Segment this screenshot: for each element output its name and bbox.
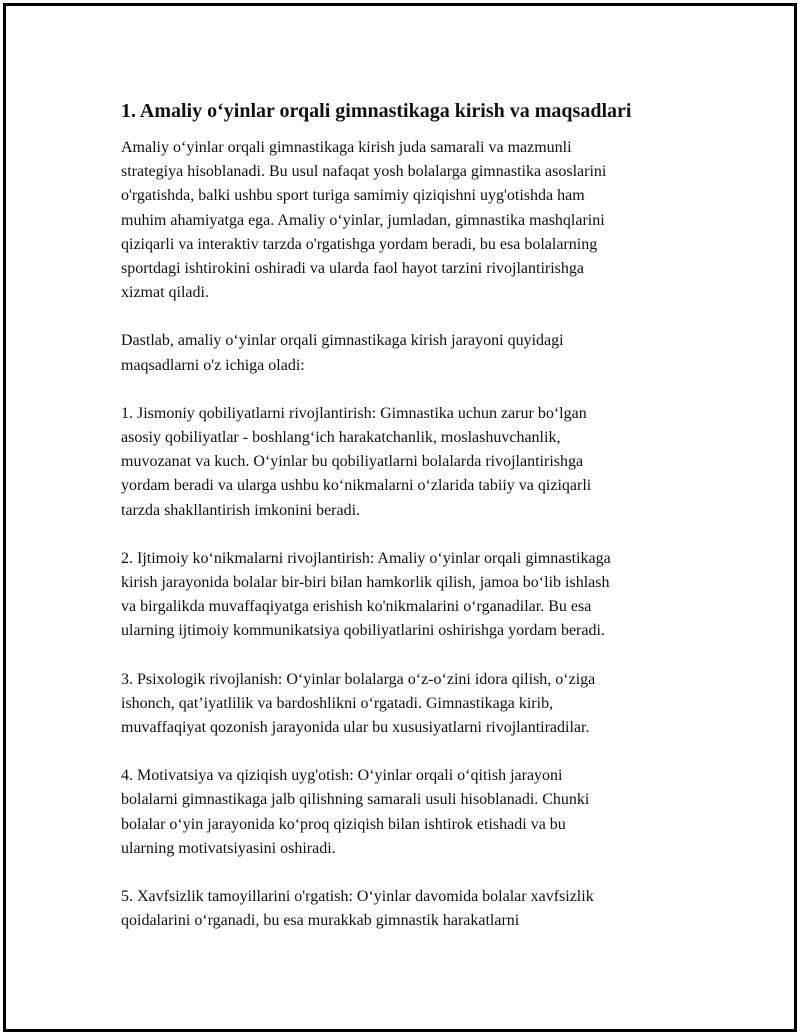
- text-line: asosiy qobiliyatlar - boshlang‘ich harakatchanlik, moslashuvchanlik,: [121, 429, 561, 447]
- text-line: ishonch, qat’iyatlilik va bardoshlikni o‘rgatadi. Gimnastikaga kirib,: [121, 694, 554, 712]
- text-line: Dastlab, amaliy o‘yinlar orqali gimnastikaga kirish jarayoni quyidagi: [121, 332, 564, 350]
- text-line: muvozanat va kuch. O‘yinlar bu qobiliyatlarni bolalarda rivojlantirishga: [121, 453, 584, 471]
- text-line: qiziqarli va interaktiv tarzda o'rgatishga yordam beradi, bu esa bolalarning: [121, 235, 598, 253]
- text-line: muvaffaqiyat qozonish jarayonida ular bu xususiyatlarni rivojlantiradilar.: [121, 719, 590, 737]
- text-line: xizmat qiladi.: [121, 284, 209, 302]
- text-line: ularning ijtimoiy kommunikatsiya qobiliyatlarini oshirishga yordam beradi.: [121, 622, 605, 640]
- text-line: strategiya hisoblanadi. Bu usul nafaqat yosh bolalarga gimnastika asoslarini: [121, 163, 607, 181]
- text-line: bolalarni gimnastikaga jalb qilishning samarali usuli hisoblanadi. Chunki: [121, 791, 590, 809]
- text-line: 3. Psixologik rivojlanish: O‘yinlar bolalarga o‘z-o‘zini idora qilish, o‘ziga: [121, 670, 596, 688]
- text-line: maqsadlarni o'z ichiga oladi:: [121, 356, 305, 374]
- paragraph-intro: [121, 136, 711, 305]
- paragraph-goal-3: [121, 668, 711, 741]
- text-line: va birgalikda muvaffaqiyatga erishish ko'nikmalarini o‘rganadilar. Bu esa: [121, 598, 592, 616]
- text-line: 5. Xavfsizlik tamoyillarini o'rgatish: O‘yinlar davomida bolalar xavfsizlik: [121, 888, 594, 906]
- text-line: sportdagi ishtirokini oshiradi va ularda faol hayot tarzini rivojlantirishga: [121, 260, 584, 278]
- text-line: tarzda shakllantirish imkonini beradi.: [121, 501, 361, 519]
- text-line: 2. Ijtimoiy ko‘nikmalarni rivojlantirish: Amaliy o‘yinlar orqali gimnastikaga: [121, 549, 611, 567]
- page-frame: [3, 3, 797, 1032]
- document-body: [121, 98, 711, 957]
- text-line: bolalar o‘yin jarayonida ko‘proq qiziqish bilan ishtirok etishadi va bu: [121, 815, 566, 833]
- text-line: Amaliy o‘yinlar orqali gimnastikaga kirish juda samarali va mazmunli: [121, 139, 572, 156]
- text-line: yordam beradi va ularga ushbu ko‘nikmalarni o‘zlarida tabiiy va qiziqarli: [121, 477, 592, 495]
- text-line: 4. Motivatsiya va qiziqish uyg'otish: O‘yinlar orqali o‘qitish jarayoni: [121, 767, 563, 785]
- text-line: o'rgatishda, balki ushbu sport turiga samimiy qiziqishni uyg'otishda ham: [121, 187, 585, 205]
- text-line: kirish jarayonida bolalar bir-biri bilan hamkorlik qilish, jamoa bo‘lib ishlash: [121, 574, 610, 592]
- paragraph-goals-intro: [121, 329, 711, 377]
- paragraph-goal-1: [121, 402, 711, 523]
- text-line: 1. Jismoniy qobiliyatlarni rivojlantirish: Gimnastika uchun zarur bo‘lgan: [121, 404, 587, 422]
- paragraph-goal-4: [121, 764, 711, 861]
- paragraph-goal-5: [121, 885, 711, 933]
- paragraph-goal-2: [121, 547, 711, 644]
- text-line: ularning motivatsiyasini oshiradi.: [121, 839, 336, 857]
- text-line: qoidalarini o‘rganadi, bu esa murakkab gimnastik harakatlarni: [121, 912, 520, 930]
- text-line: muhim ahamiyatga ega. Amaliy o‘yinlar, jumladan, gimnastika mashqlarini: [121, 211, 605, 229]
- section-title: 1. Amaliy o‘yinlar orqali gimnastikaga kirish va maqsadlari: [121, 100, 632, 122]
